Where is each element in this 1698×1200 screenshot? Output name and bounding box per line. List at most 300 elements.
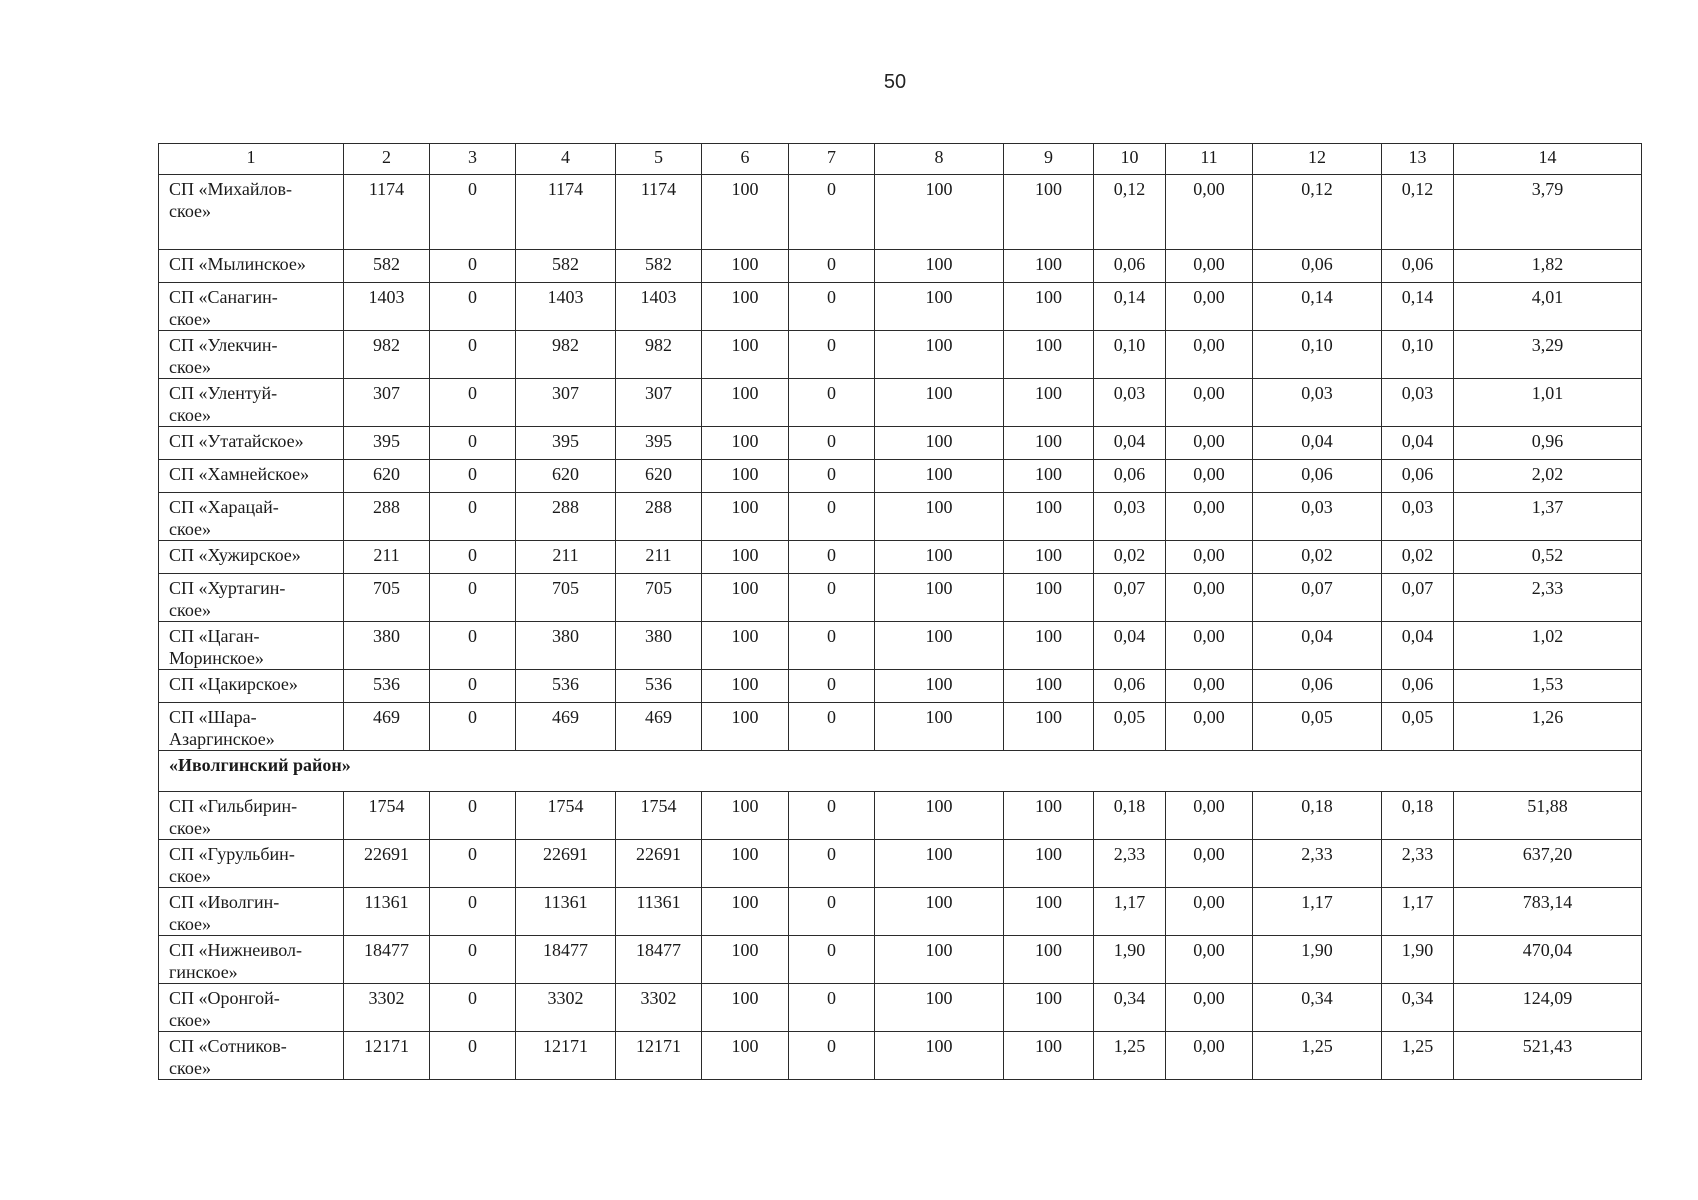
table-row xyxy=(159,792,1642,840)
value-cell: 18477 xyxy=(516,936,616,984)
value-cell: 0 xyxy=(430,541,516,574)
value-cell: 100 xyxy=(1004,574,1094,622)
value-cell: 380 xyxy=(516,622,616,670)
value-cell: 1,26 xyxy=(1454,703,1642,751)
value-cell: 0 xyxy=(430,175,516,250)
value-cell: 100 xyxy=(702,541,789,574)
table-row xyxy=(159,283,1642,331)
column-number-cell: 13 xyxy=(1382,144,1454,175)
value-cell: 620 xyxy=(516,460,616,493)
value-cell: 100 xyxy=(702,379,789,427)
value-cell: 0 xyxy=(789,888,875,936)
value-cell: 0,14 xyxy=(1253,283,1382,331)
value-cell: 0,00 xyxy=(1166,622,1253,670)
value-cell: 1,17 xyxy=(1253,888,1382,936)
value-cell: 0,07 xyxy=(1253,574,1382,622)
value-cell: 0,02 xyxy=(1253,541,1382,574)
value-cell: 0,34 xyxy=(1382,984,1454,1032)
value-cell: 380 xyxy=(616,622,702,670)
column-number-cell: 9 xyxy=(1004,144,1094,175)
settlement-name-cell: СП «Гурульбин- ское» xyxy=(159,840,344,888)
value-cell: 100 xyxy=(1004,493,1094,541)
value-cell: 100 xyxy=(702,250,789,283)
value-cell: 100 xyxy=(702,840,789,888)
value-cell: 982 xyxy=(516,331,616,379)
column-number-cell: 11 xyxy=(1166,144,1253,175)
value-cell: 1,90 xyxy=(1094,936,1166,984)
value-cell: 582 xyxy=(344,250,430,283)
value-cell: 536 xyxy=(516,670,616,703)
value-cell: 100 xyxy=(702,331,789,379)
value-cell: 100 xyxy=(875,984,1004,1032)
table-row xyxy=(159,493,1642,541)
value-cell: 0,00 xyxy=(1166,574,1253,622)
value-cell: 100 xyxy=(1004,622,1094,670)
column-number-cell: 2 xyxy=(344,144,430,175)
table-row xyxy=(159,331,1642,379)
value-cell: 100 xyxy=(875,622,1004,670)
table-row xyxy=(159,670,1642,703)
value-cell: 100 xyxy=(702,622,789,670)
settlement-name-cell: СП «Оронгой- ское» xyxy=(159,984,344,1032)
value-cell: 100 xyxy=(875,427,1004,460)
value-cell: 0 xyxy=(789,984,875,1032)
value-cell: 1,53 xyxy=(1454,670,1642,703)
value-cell: 0,02 xyxy=(1382,541,1454,574)
settlement-name-cell: СП «Мылинское» xyxy=(159,250,344,283)
value-cell: 1,90 xyxy=(1382,936,1454,984)
section-row xyxy=(159,751,1642,792)
value-cell: 705 xyxy=(616,574,702,622)
value-cell: 100 xyxy=(875,840,1004,888)
value-cell: 0,10 xyxy=(1094,331,1166,379)
value-cell: 211 xyxy=(344,541,430,574)
value-cell: 1,02 xyxy=(1454,622,1642,670)
value-cell: 1754 xyxy=(616,792,702,840)
value-cell: 1403 xyxy=(344,283,430,331)
value-cell: 0,34 xyxy=(1094,984,1166,1032)
value-cell: 0,00 xyxy=(1166,493,1253,541)
value-cell: 100 xyxy=(1004,427,1094,460)
value-cell: 100 xyxy=(1004,331,1094,379)
settlement-name-cell: СП «Иволгин- ское» xyxy=(159,888,344,936)
value-cell: 0 xyxy=(789,331,875,379)
value-cell: 380 xyxy=(344,622,430,670)
value-cell: 1,17 xyxy=(1382,888,1454,936)
value-cell: 0,04 xyxy=(1382,622,1454,670)
table-row xyxy=(159,1032,1642,1080)
value-cell: 1403 xyxy=(516,283,616,331)
value-cell: 0 xyxy=(789,250,875,283)
column-number-cell: 8 xyxy=(875,144,1004,175)
value-cell: 0 xyxy=(430,331,516,379)
value-cell: 1,37 xyxy=(1454,493,1642,541)
table-row xyxy=(159,984,1642,1032)
value-cell: 100 xyxy=(1004,792,1094,840)
column-number-cell: 6 xyxy=(702,144,789,175)
value-cell: 0,03 xyxy=(1253,379,1382,427)
value-cell: 100 xyxy=(875,283,1004,331)
value-cell: 0 xyxy=(789,936,875,984)
value-cell: 11361 xyxy=(344,888,430,936)
value-cell: 0 xyxy=(430,283,516,331)
value-cell: 0,06 xyxy=(1094,670,1166,703)
settlement-name-cell: СП «Улентуй- ское» xyxy=(159,379,344,427)
value-cell: 100 xyxy=(1004,250,1094,283)
value-cell: 100 xyxy=(1004,460,1094,493)
settlement-name-cell: СП «Гильбирин- ское» xyxy=(159,792,344,840)
value-cell: 0,00 xyxy=(1166,984,1253,1032)
value-cell: 0,00 xyxy=(1166,936,1253,984)
value-cell: 100 xyxy=(875,1032,1004,1080)
value-cell: 0,14 xyxy=(1094,283,1166,331)
value-cell: 4,01 xyxy=(1454,283,1642,331)
value-cell: 0 xyxy=(789,622,875,670)
value-cell: 2,33 xyxy=(1382,840,1454,888)
value-cell: 0 xyxy=(789,379,875,427)
value-cell: 100 xyxy=(702,984,789,1032)
value-cell: 0,02 xyxy=(1094,541,1166,574)
value-cell: 0 xyxy=(430,622,516,670)
value-cell: 0 xyxy=(789,493,875,541)
value-cell: 0,00 xyxy=(1166,379,1253,427)
value-cell: 0,06 xyxy=(1094,250,1166,283)
value-cell: 395 xyxy=(516,427,616,460)
value-cell: 0,07 xyxy=(1382,574,1454,622)
value-cell: 0 xyxy=(789,175,875,250)
value-cell: 0,00 xyxy=(1166,460,1253,493)
value-cell: 0 xyxy=(430,792,516,840)
value-cell: 0,00 xyxy=(1166,792,1253,840)
settlement-name-cell: СП «Улекчин- ское» xyxy=(159,331,344,379)
value-cell: 0,00 xyxy=(1166,283,1253,331)
value-cell: 0 xyxy=(430,493,516,541)
table-header-row xyxy=(159,144,1642,175)
table-row xyxy=(159,703,1642,751)
value-cell: 100 xyxy=(702,493,789,541)
value-cell: 0 xyxy=(789,840,875,888)
value-cell: 0,14 xyxy=(1382,283,1454,331)
value-cell: 1754 xyxy=(516,792,616,840)
value-cell: 100 xyxy=(702,703,789,751)
value-cell: 0 xyxy=(789,792,875,840)
settlement-name-cell: СП «Хужирское» xyxy=(159,541,344,574)
value-cell: 0,00 xyxy=(1166,331,1253,379)
value-cell: 469 xyxy=(516,703,616,751)
value-cell: 3302 xyxy=(516,984,616,1032)
value-cell: 0 xyxy=(789,1032,875,1080)
value-cell: 100 xyxy=(1004,936,1094,984)
value-cell: 100 xyxy=(1004,840,1094,888)
column-number-cell: 4 xyxy=(516,144,616,175)
value-cell: 0,04 xyxy=(1253,427,1382,460)
value-cell: 0 xyxy=(430,888,516,936)
value-cell: 100 xyxy=(875,574,1004,622)
column-number-cell: 3 xyxy=(430,144,516,175)
value-cell: 0 xyxy=(789,574,875,622)
value-cell: 100 xyxy=(875,936,1004,984)
value-cell: 100 xyxy=(1004,984,1094,1032)
value-cell: 18477 xyxy=(344,936,430,984)
value-cell: 100 xyxy=(1004,379,1094,427)
settlement-name-cell: СП «Хуртагин- ское» xyxy=(159,574,344,622)
value-cell: 0 xyxy=(430,574,516,622)
settlement-name-cell: СП «Нижнеивол- гинское» xyxy=(159,936,344,984)
value-cell: 0,06 xyxy=(1382,250,1454,283)
value-cell: 705 xyxy=(344,574,430,622)
value-cell: 0,06 xyxy=(1253,250,1382,283)
value-cell: 0,52 xyxy=(1454,541,1642,574)
value-cell: 0 xyxy=(789,427,875,460)
value-cell: 0,00 xyxy=(1166,427,1253,460)
value-cell: 0,00 xyxy=(1166,888,1253,936)
value-cell: 0,05 xyxy=(1094,703,1166,751)
value-cell: 0 xyxy=(789,283,875,331)
value-cell: 783,14 xyxy=(1454,888,1642,936)
settlement-name-cell: СП «Цаган- Моринское» xyxy=(159,622,344,670)
value-cell: 0,10 xyxy=(1253,331,1382,379)
value-cell: 2,33 xyxy=(1094,840,1166,888)
settlement-name-cell: СП «Михайлов- ское» xyxy=(159,175,344,250)
settlement-name-cell: СП «Санагин- ское» xyxy=(159,283,344,331)
value-cell: 100 xyxy=(702,427,789,460)
column-number-cell: 5 xyxy=(616,144,702,175)
value-cell: 0 xyxy=(430,936,516,984)
value-cell: 0,00 xyxy=(1166,175,1253,250)
section-title: «Иволгинский район» xyxy=(159,751,1642,792)
value-cell: 100 xyxy=(1004,1032,1094,1080)
value-cell: 0,00 xyxy=(1166,670,1253,703)
value-cell: 470,04 xyxy=(1454,936,1642,984)
value-cell: 0 xyxy=(430,984,516,1032)
value-cell: 0,12 xyxy=(1382,175,1454,250)
value-cell: 100 xyxy=(875,250,1004,283)
value-cell: 100 xyxy=(702,175,789,250)
value-cell: 0,18 xyxy=(1253,792,1382,840)
value-cell: 288 xyxy=(616,493,702,541)
settlement-name-cell: СП «Харацай- ское» xyxy=(159,493,344,541)
value-cell: 521,43 xyxy=(1454,1032,1642,1080)
value-cell: 22691 xyxy=(616,840,702,888)
column-number-cell: 7 xyxy=(789,144,875,175)
value-cell: 1,25 xyxy=(1382,1032,1454,1080)
value-cell: 100 xyxy=(702,888,789,936)
settlement-name-cell: СП «Шара- Азаргинское» xyxy=(159,703,344,751)
value-cell: 288 xyxy=(516,493,616,541)
value-cell: 211 xyxy=(516,541,616,574)
value-cell: 100 xyxy=(875,703,1004,751)
value-cell: 307 xyxy=(516,379,616,427)
table-row xyxy=(159,175,1642,250)
value-cell: 288 xyxy=(344,493,430,541)
value-cell: 0,05 xyxy=(1382,703,1454,751)
value-cell: 0 xyxy=(430,250,516,283)
value-cell: 2,33 xyxy=(1253,840,1382,888)
value-cell: 620 xyxy=(616,460,702,493)
table-row xyxy=(159,622,1642,670)
value-cell: 469 xyxy=(344,703,430,751)
value-cell: 100 xyxy=(875,175,1004,250)
value-cell: 3302 xyxy=(344,984,430,1032)
column-number-cell: 12 xyxy=(1253,144,1382,175)
value-cell: 1174 xyxy=(344,175,430,250)
value-cell: 1754 xyxy=(344,792,430,840)
value-cell: 982 xyxy=(344,331,430,379)
value-cell: 536 xyxy=(616,670,702,703)
value-cell: 582 xyxy=(616,250,702,283)
column-number-cell: 14 xyxy=(1454,144,1642,175)
column-number-cell: 1 xyxy=(159,144,344,175)
value-cell: 0,00 xyxy=(1166,541,1253,574)
value-cell: 22691 xyxy=(344,840,430,888)
value-cell: 1174 xyxy=(516,175,616,250)
value-cell: 1,82 xyxy=(1454,250,1642,283)
value-cell: 1,25 xyxy=(1253,1032,1382,1080)
table-row xyxy=(159,379,1642,427)
value-cell: 124,09 xyxy=(1454,984,1642,1032)
value-cell: 0,03 xyxy=(1094,379,1166,427)
table-row xyxy=(159,541,1642,574)
value-cell: 1,01 xyxy=(1454,379,1642,427)
value-cell: 3,79 xyxy=(1454,175,1642,250)
value-cell: 2,02 xyxy=(1454,460,1642,493)
value-cell: 51,88 xyxy=(1454,792,1642,840)
data-table xyxy=(158,143,1642,1080)
value-cell: 0,04 xyxy=(1094,427,1166,460)
table-row xyxy=(159,427,1642,460)
value-cell: 211 xyxy=(616,541,702,574)
value-cell: 18477 xyxy=(616,936,702,984)
value-cell: 1403 xyxy=(616,283,702,331)
value-cell: 0,18 xyxy=(1382,792,1454,840)
value-cell: 100 xyxy=(702,574,789,622)
value-cell: 0,03 xyxy=(1382,493,1454,541)
value-cell: 0,18 xyxy=(1094,792,1166,840)
value-cell: 0,04 xyxy=(1382,427,1454,460)
settlement-name-cell: СП «Цакирское» xyxy=(159,670,344,703)
table-row xyxy=(159,460,1642,493)
value-cell: 1,17 xyxy=(1094,888,1166,936)
value-cell: 100 xyxy=(875,493,1004,541)
value-cell: 2,33 xyxy=(1454,574,1642,622)
value-cell: 0 xyxy=(789,670,875,703)
value-cell: 100 xyxy=(702,1032,789,1080)
value-cell: 100 xyxy=(1004,541,1094,574)
value-cell: 0,06 xyxy=(1382,460,1454,493)
value-cell: 100 xyxy=(702,792,789,840)
value-cell: 0,12 xyxy=(1094,175,1166,250)
value-cell: 0 xyxy=(430,427,516,460)
value-cell: 1,25 xyxy=(1094,1032,1166,1080)
value-cell: 395 xyxy=(344,427,430,460)
value-cell: 0,00 xyxy=(1166,703,1253,751)
value-cell: 536 xyxy=(344,670,430,703)
value-cell: 0,06 xyxy=(1382,670,1454,703)
value-cell: 0,06 xyxy=(1253,460,1382,493)
value-cell: 307 xyxy=(344,379,430,427)
value-cell: 0,96 xyxy=(1454,427,1642,460)
table-row xyxy=(159,574,1642,622)
value-cell: 3,29 xyxy=(1454,331,1642,379)
value-cell: 3302 xyxy=(616,984,702,1032)
value-cell: 0 xyxy=(430,460,516,493)
column-number-cell: 10 xyxy=(1094,144,1166,175)
value-cell: 11361 xyxy=(516,888,616,936)
value-cell: 0,03 xyxy=(1382,379,1454,427)
value-cell: 100 xyxy=(875,541,1004,574)
value-cell: 100 xyxy=(702,460,789,493)
value-cell: 100 xyxy=(702,670,789,703)
value-cell: 100 xyxy=(1004,670,1094,703)
value-cell: 0,00 xyxy=(1166,250,1253,283)
value-cell: 0,03 xyxy=(1094,493,1166,541)
value-cell: 0,03 xyxy=(1253,493,1382,541)
page-number: 50 xyxy=(883,71,907,93)
value-cell: 100 xyxy=(702,936,789,984)
table-row xyxy=(159,250,1642,283)
value-cell: 620 xyxy=(344,460,430,493)
value-cell: 0 xyxy=(789,541,875,574)
value-cell: 0 xyxy=(430,1032,516,1080)
value-cell: 0,04 xyxy=(1253,622,1382,670)
value-cell: 637,20 xyxy=(1454,840,1642,888)
settlement-name-cell: СП «Сотников- ское» xyxy=(159,1032,344,1080)
value-cell: 0,00 xyxy=(1166,840,1253,888)
value-cell: 12171 xyxy=(344,1032,430,1080)
value-cell: 100 xyxy=(875,379,1004,427)
value-cell: 100 xyxy=(1004,283,1094,331)
value-cell: 0 xyxy=(430,379,516,427)
settlement-name-cell: СП «Хамнейское» xyxy=(159,460,344,493)
value-cell: 0,06 xyxy=(1253,670,1382,703)
value-cell: 12171 xyxy=(616,1032,702,1080)
value-cell: 307 xyxy=(616,379,702,427)
table-row xyxy=(159,888,1642,936)
value-cell: 0,06 xyxy=(1094,460,1166,493)
value-cell: 469 xyxy=(616,703,702,751)
value-cell: 395 xyxy=(616,427,702,460)
value-cell: 100 xyxy=(1004,888,1094,936)
value-cell: 0,07 xyxy=(1094,574,1166,622)
settlement-name-cell: СП «Утатайское» xyxy=(159,427,344,460)
value-cell: 0,00 xyxy=(1166,1032,1253,1080)
value-cell: 12171 xyxy=(516,1032,616,1080)
value-cell: 100 xyxy=(875,331,1004,379)
value-cell: 0,34 xyxy=(1253,984,1382,1032)
value-cell: 582 xyxy=(516,250,616,283)
value-cell: 0,12 xyxy=(1253,175,1382,250)
value-cell: 0 xyxy=(789,460,875,493)
value-cell: 100 xyxy=(702,283,789,331)
value-cell: 100 xyxy=(875,670,1004,703)
table-body xyxy=(159,144,1642,1080)
table-row xyxy=(159,936,1642,984)
value-cell: 22691 xyxy=(516,840,616,888)
value-cell: 0,10 xyxy=(1382,331,1454,379)
value-cell: 982 xyxy=(616,331,702,379)
value-cell: 0,05 xyxy=(1253,703,1382,751)
value-cell: 0,04 xyxy=(1094,622,1166,670)
value-cell: 705 xyxy=(516,574,616,622)
value-cell: 0 xyxy=(430,703,516,751)
value-cell: 100 xyxy=(875,460,1004,493)
value-cell: 0 xyxy=(430,670,516,703)
value-cell: 1,90 xyxy=(1253,936,1382,984)
value-cell: 100 xyxy=(1004,175,1094,250)
value-cell: 0 xyxy=(430,840,516,888)
value-cell: 0 xyxy=(789,703,875,751)
value-cell: 100 xyxy=(875,792,1004,840)
